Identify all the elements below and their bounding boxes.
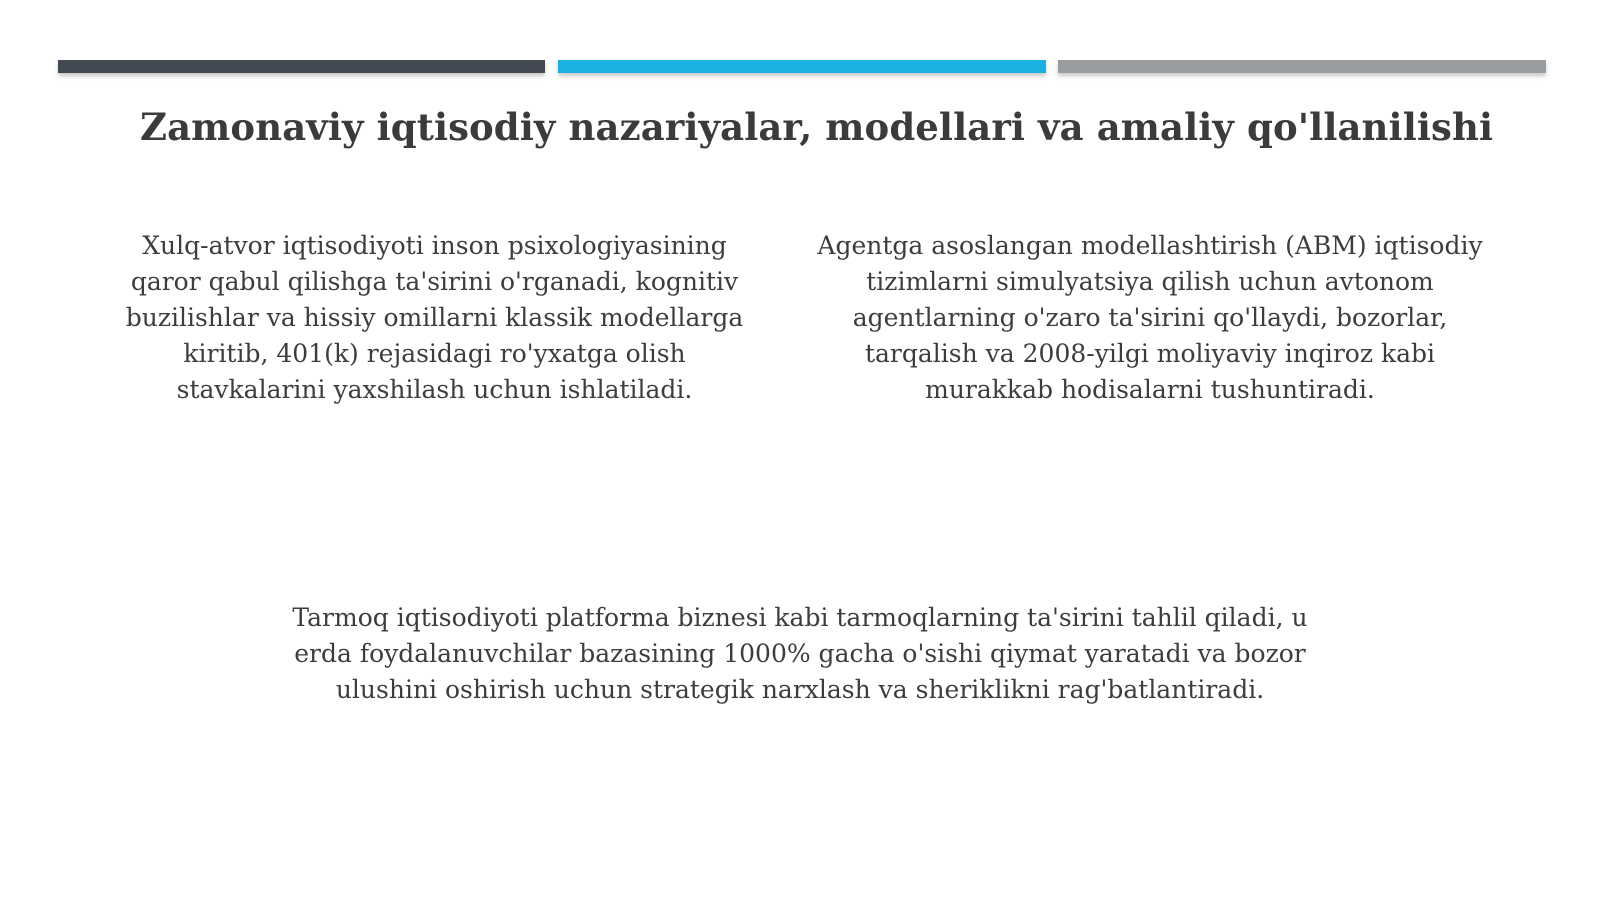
paragraph-behavioral-economics: Xulq-atvor iqtisodiyoti inson psixologiyasining qaror qabul qilishga ta'sirini o'rganadi, kognitiv buzilishlar va hissiy omillarni klassik modellarga kiritib, 401(k) rejasidagi ro'yxatga olish stavkalarini yaxshilash uchun ishlatiladi.	[125, 231, 744, 404]
header-bar-dark	[58, 60, 545, 73]
paragraph-network-economics: Tarmoq iqtisodiyoti platforma biznesi kabi tarmoqlarning ta'sirini tahlil qiladi, u erda foydalanuvchilar bazasining 1000% gacha o'sishi qiymat yaratadi va bozor ulushini oshirish uchun strategik narxlash va sheriklikni rag'batlantiradi.	[292, 603, 1308, 704]
slide-title: Zamonaviy iqtisodiy nazariyalar, modellari va amaliy qo'llanilishi	[140, 105, 1494, 149]
header-bar-blue	[558, 60, 1046, 73]
header-bar-gray	[1058, 60, 1546, 73]
paragraph-agent-based-modeling: Agentga asoslangan modellashtirish (ABM) iqtisodiy tizimlarni simulyatsiya qilish uchun avtonom agentlarning o'zaro ta'sirini qo'llaydi, bozorlar, tarqalish va 2008-yilgi moliyaviy inqiroz kabi murakkab hodisalarni tushuntiradi.	[817, 231, 1483, 404]
